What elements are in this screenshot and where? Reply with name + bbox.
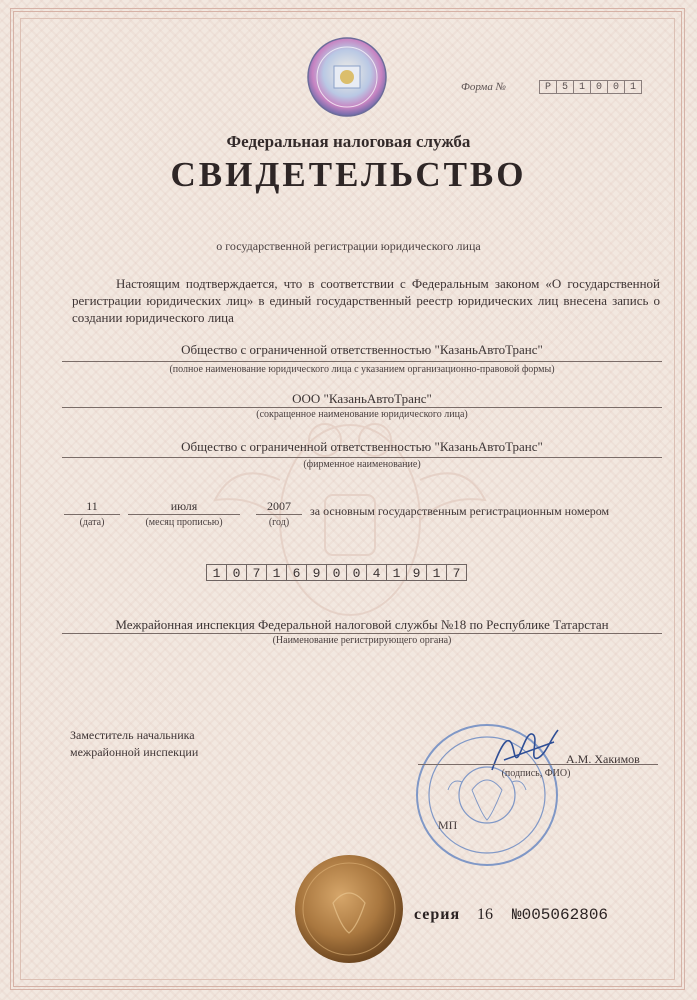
form-number	[540, 80, 642, 94]
ogrn-digit: 1	[266, 564, 287, 581]
form-number-digit: 1	[573, 80, 591, 94]
date-day-caption: (дата)	[79, 517, 105, 528]
date-month-line	[128, 514, 240, 515]
ogrn-digit: 0	[226, 564, 247, 581]
form-label: Форма №	[461, 81, 506, 93]
ogrn-digit: 1	[206, 564, 227, 581]
short-name-line	[62, 407, 662, 408]
document-title: СВИДЕТЕЛЬСТВО	[170, 155, 527, 194]
full-name-caption: (полное наименование юридического лица с указанием организационно-правовой формы)	[169, 364, 555, 375]
agency-name: Федеральная налоговая служба	[226, 132, 471, 151]
ogrn-digit: 1	[386, 564, 407, 581]
date-day-line	[64, 514, 120, 515]
brand-name-caption: (фирменное наименование)	[303, 459, 421, 470]
short-name-value: ООО "КазаньАвтоТранс"	[292, 391, 432, 406]
date-month: июля	[170, 499, 198, 513]
ogrn-digit: 1	[426, 564, 447, 581]
series-code: 16	[477, 906, 493, 923]
date-year: 2007	[267, 499, 291, 513]
ogrn-digit: 6	[286, 564, 307, 581]
signer-position-line1: Заместитель начальника	[70, 728, 195, 742]
date-year-caption: (год)	[268, 517, 290, 528]
form-number-digit: Р	[539, 80, 557, 94]
ogrn-number	[207, 564, 467, 581]
intro-paragraph: Настоящим подтверждается, что в соответствии с Федеральным законом «О государственной регистрации юридических лиц» в единый государственный реестр юридических лиц внесена запись о создании юридического лица	[72, 276, 660, 325]
ogrn-digit: 9	[306, 564, 327, 581]
form-number-digit: 5	[556, 80, 574, 94]
ogrn-digit: 7	[246, 564, 267, 581]
date-day: 11	[86, 499, 98, 513]
signer-position-line2: межрайонной инспекции	[70, 745, 199, 759]
ogrn-digit: 7	[446, 564, 467, 581]
blank-number: №005062806	[512, 906, 609, 924]
authority-line	[62, 633, 662, 634]
background-eagle-icon	[195, 400, 505, 640]
form-number-digit: 1	[624, 80, 642, 94]
full-name-value: Общество с ограниченной ответственностью "КазаньАвтоТранс"	[181, 342, 543, 357]
signer-name: А.М. Хакимов	[566, 752, 640, 766]
authority-caption: (Наименование регистрирующего органа)	[272, 635, 452, 646]
ogrn-digit: 0	[326, 564, 347, 581]
form-number-digit: 0	[607, 80, 625, 94]
bronze-seal-icon	[293, 853, 405, 965]
authority-name: Межрайонная инспекция Федеральной налоговой службы №18 по Республике Татарстан	[115, 617, 609, 632]
form-number-digit: 0	[590, 80, 608, 94]
ogrn-digit: 9	[406, 564, 427, 581]
series-label: серия	[414, 906, 461, 923]
short-name-caption: (сокращенное наименование юридического лица)	[256, 409, 468, 420]
brand-name-value: Общество с ограниченной ответственностью "КазаньАвтоТранс"	[181, 439, 543, 454]
brand-name-line	[62, 457, 662, 458]
ogrn-digit: 0	[346, 564, 367, 581]
ogrn-digit: 4	[366, 564, 387, 581]
date-year-line	[256, 514, 302, 515]
document-subtitle: о государственной регистрации юридического лица	[216, 239, 481, 253]
stamp-place-mark: МП	[438, 818, 458, 832]
hologram-emblem-icon	[306, 36, 388, 118]
registration-number-label: за основным государственным регистрационным номером	[310, 504, 610, 518]
signature-caption: (подпись, ФИО)	[501, 768, 571, 779]
full-name-line	[62, 361, 662, 362]
date-month-caption: (месяц прописью)	[145, 517, 223, 528]
